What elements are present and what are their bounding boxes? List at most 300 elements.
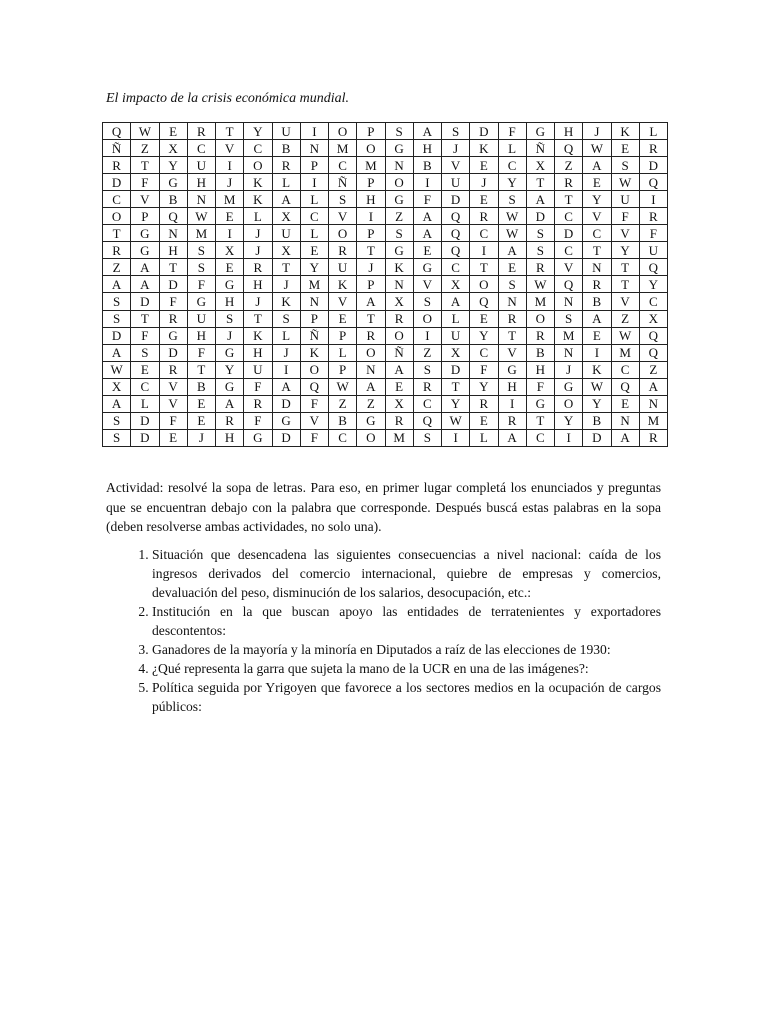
grid-cell: O [329,123,357,140]
grid-cell: E [611,395,639,412]
grid-cell: C [639,293,667,310]
grid-cell: T [131,310,159,327]
grid-cell: R [470,395,498,412]
grid-cell: B [526,344,554,361]
grid-cell: Y [498,174,526,191]
grid-row [103,174,668,191]
grid-cell: S [611,157,639,174]
grid-row [103,327,668,344]
grid-cell: K [300,344,328,361]
grid-cell: R [103,242,131,259]
grid-cell: L [300,225,328,242]
grid-cell: D [159,344,187,361]
grid-cell: T [470,259,498,276]
grid-cell: C [329,157,357,174]
grid-cell: T [583,242,611,259]
grid-cell: J [216,174,244,191]
grid-cell: Y [216,361,244,378]
grid-cell: R [470,208,498,225]
grid-cell: H [216,293,244,310]
grid-cell: V [611,225,639,242]
grid-cell: P [357,174,385,191]
grid-cell: W [498,225,526,242]
grid-cell: G [159,327,187,344]
grid-cell: A [131,259,159,276]
grid-cell: Q [300,378,328,395]
grid-cell: A [357,378,385,395]
grid-cell: D [639,157,667,174]
grid-cell: V [159,395,187,412]
grid-cell: O [103,208,131,225]
grid-cell: N [385,157,413,174]
grid-cell: D [555,225,583,242]
grid-cell: H [498,378,526,395]
grid-cell: J [583,123,611,140]
grid-cell: R [187,123,215,140]
grid-cell: U [442,327,470,344]
grid-cell: Z [103,259,131,276]
grid-cell: Y [555,412,583,429]
grid-cell: T [555,191,583,208]
grid-cell: T [159,259,187,276]
grid-cell: G [216,344,244,361]
grid-cell: X [442,344,470,361]
grid-cell: U [272,123,300,140]
grid-cell: W [526,276,554,293]
grid-cell: J [244,225,272,242]
grid-cell: S [413,293,441,310]
grid-cell: Q [639,174,667,191]
grid-cell: S [216,310,244,327]
grid-cell: J [442,140,470,157]
grid-cell: C [583,225,611,242]
grid-cell: C [413,395,441,412]
grid-cell: T [272,259,300,276]
grid-cell: N [555,293,583,310]
grid-cell: Y [611,242,639,259]
grid-cell: U [639,242,667,259]
grid-cell: S [131,344,159,361]
grid-cell: H [357,191,385,208]
grid-cell: Z [357,395,385,412]
grid-cell: G [244,429,272,446]
grid-cell: S [498,191,526,208]
grid-cell: X [385,395,413,412]
grid-cell: F [413,191,441,208]
grid-cell: M [187,225,215,242]
grid-cell: V [300,412,328,429]
grid-row [103,378,668,395]
grid-row [103,225,668,242]
grid-cell: A [272,378,300,395]
grid-cell: D [442,191,470,208]
grid-cell: G [216,276,244,293]
grid-cell: W [583,140,611,157]
grid-cell: P [357,123,385,140]
grid-cell: G [131,242,159,259]
grid-cell: W [611,327,639,344]
grid-cell: R [244,259,272,276]
grid-cell: O [385,327,413,344]
grid-cell: P [329,327,357,344]
grid-cell: T [357,310,385,327]
grid-cell: N [385,276,413,293]
grid-cell: L [442,310,470,327]
grid-cell: W [329,378,357,395]
grid-cell: L [300,191,328,208]
grid-cell: Y [244,123,272,140]
grid-cell: Z [329,395,357,412]
grid-row [103,191,668,208]
grid-cell: G [272,412,300,429]
grid-cell: Q [555,140,583,157]
grid-cell: F [131,327,159,344]
grid-cell: W [442,412,470,429]
grid-cell: H [244,276,272,293]
grid-cell: P [300,157,328,174]
grid-cell: Q [103,123,131,140]
grid-cell: O [555,395,583,412]
grid-cell: W [187,208,215,225]
grid-cell: V [442,157,470,174]
grid-cell: O [300,361,328,378]
grid-cell: C [470,225,498,242]
grid-cell: Y [639,276,667,293]
grid-cell: N [498,293,526,310]
grid-cell: X [103,378,131,395]
grid-row [103,429,668,446]
grid-row [103,412,668,429]
grid-cell: L [272,327,300,344]
grid-cell: X [385,293,413,310]
grid-cell: M [526,293,554,310]
grid-cell: F [187,344,215,361]
grid-cell: N [187,191,215,208]
grid-cell: M [555,327,583,344]
grid-cell: S [103,412,131,429]
grid-cell: G [526,395,554,412]
grid-cell: E [470,310,498,327]
grid-cell: S [272,310,300,327]
grid-cell: N [611,412,639,429]
grid-cell: I [470,242,498,259]
grid-cell: V [413,276,441,293]
grid-cell: W [611,174,639,191]
grid-cell: G [159,174,187,191]
grid-cell: E [216,208,244,225]
grid-cell: I [639,191,667,208]
grid-cell: V [498,344,526,361]
grid-row [103,344,668,361]
grid-cell: Q [442,208,470,225]
grid-cell: O [385,174,413,191]
grid-cell: O [244,157,272,174]
grid-cell: D [526,208,554,225]
grid-cell: J [357,259,385,276]
grid-cell: B [329,412,357,429]
grid-cell: A [357,293,385,310]
grid-cell: R [639,208,667,225]
grid-cell: E [187,412,215,429]
grid-cell: L [329,344,357,361]
grid-cell: S [498,276,526,293]
grid-cell: I [272,361,300,378]
grid-cell: V [555,259,583,276]
grid-cell: C [611,361,639,378]
grid-cell: S [103,293,131,310]
grid-cell: C [300,208,328,225]
grid-cell: D [583,429,611,446]
grid-cell: C [131,378,159,395]
grid-cell: X [639,310,667,327]
grid-cell: S [526,242,554,259]
grid-cell: D [103,327,131,344]
grid-cell: Q [555,276,583,293]
grid-cell: H [555,123,583,140]
grid-cell: Z [611,310,639,327]
grid-cell: U [187,157,215,174]
question-item: 2. Institución en la que buscan apoyo las entidades de terratenientes y exportadores descontentos: [152,602,661,640]
grid-row [103,395,668,412]
question-item: 3. Ganadores de la mayoría y la minoría en Diputados a raíz de las elecciones de 1930: [152,640,661,659]
grid-cell: K [385,259,413,276]
grid-cell: O [470,276,498,293]
grid-cell: D [470,123,498,140]
grid-cell: M [216,191,244,208]
question-item: 5. Política seguida por Yrigoyen que favorece a los sectores medios en la ocupación de cargos públicos: [152,678,661,716]
grid-cell: N [300,293,328,310]
grid-cell: U [272,225,300,242]
grid-cell: K [470,140,498,157]
grid-cell: B [272,140,300,157]
grid-cell: A [583,310,611,327]
grid-cell: S [329,191,357,208]
grid-cell: G [555,378,583,395]
grid-cell: A [103,344,131,361]
grid-cell: M [357,157,385,174]
grid-cell: L [470,429,498,446]
grid-cell: J [272,344,300,361]
grid-cell: A [385,361,413,378]
grid-cell: F [159,412,187,429]
grid-cell: P [131,208,159,225]
grid-cell: R [329,242,357,259]
grid-cell: X [159,140,187,157]
grid-cell: C [103,191,131,208]
grid-row [103,361,668,378]
grid-cell: L [131,395,159,412]
grid-cell: I [300,123,328,140]
grid-cell: K [329,276,357,293]
grid-cell: E [413,242,441,259]
grid-cell: O [329,225,357,242]
grid-cell: D [131,293,159,310]
grid-cell: Q [611,378,639,395]
grid-cell: S [555,310,583,327]
grid-cell: D [131,429,159,446]
grid-cell: M [300,276,328,293]
grid-cell: A [131,276,159,293]
grid-cell: S [103,429,131,446]
question-item: 1. Situación que desencadena las siguientes consecuencias a nivel nacional: caída de los ingresos derivados del comercio internacional, quiebre de empresas y comercios, devaluación del peso, disminución de los salarios, desocupación, etc.: [152,545,661,602]
grid-cell: E [385,378,413,395]
grid-cell: C [442,259,470,276]
grid-cell: I [555,429,583,446]
grid-cell: I [216,225,244,242]
grid-cell: Ñ [526,140,554,157]
grid-cell: W [498,208,526,225]
grid-cell: R [103,157,131,174]
grid-cell: K [272,293,300,310]
grid-cell: D [442,361,470,378]
grid-cell: E [498,259,526,276]
grid-cell: H [216,429,244,446]
grid-cell: S [187,242,215,259]
grid-cell: H [187,327,215,344]
grid-cell: O [357,429,385,446]
grid-cell: A [526,191,554,208]
grid-cell: Q [639,344,667,361]
grid-cell: F [131,174,159,191]
grid-cell: C [555,242,583,259]
grid-cell: G [187,293,215,310]
grid-cell: A [103,276,131,293]
grid-cell: T [526,412,554,429]
activity-instructions: Actividad: resolvé la sopa de letras. Para eso, en primer lugar completá los enunciados y preguntas que se encuentran debajo con la palabra que corresponde. Después buscá estas palabras en la sopa (deben resolverse ambas actividades, no solo una). [106,480,661,534]
question-list [106,545,661,716]
grid-cell: O [357,344,385,361]
grid-cell: X [272,208,300,225]
grid-cell: Y [470,378,498,395]
grid-cell: L [244,208,272,225]
grid-cell: I [357,208,385,225]
grid-cell: Y [470,327,498,344]
grid-cell: N [583,259,611,276]
grid-cell: D [103,174,131,191]
grid-cell: T [498,327,526,344]
grid-cell: G [385,140,413,157]
grid-cell: O [357,140,385,157]
grid-cell: V [159,378,187,395]
grid-cell: X [526,157,554,174]
grid-cell: C [187,140,215,157]
grid-row [103,208,668,225]
grid-cell: D [131,412,159,429]
grid-cell: A [498,429,526,446]
grid-cell: R [526,327,554,344]
grid-cell: H [159,242,187,259]
grid-cell: F [611,208,639,225]
grid-cell: Z [131,140,159,157]
grid-cell: V [329,293,357,310]
grid-cell: G [385,242,413,259]
grid-cell: P [357,276,385,293]
question-item: 4. ¿Qué representa la garra que sujeta la mano de la UCR en una de las imágenes?: [152,659,661,678]
grid-cell: J [187,429,215,446]
grid-cell: K [244,327,272,344]
grid-cell: A [583,157,611,174]
grid-cell: C [526,429,554,446]
grid-cell: H [244,344,272,361]
grid-cell: J [216,327,244,344]
grid-cell: F [300,395,328,412]
grid-cell: F [639,225,667,242]
grid-cell: T [103,225,131,242]
grid-cell: C [555,208,583,225]
grid-cell: A [442,293,470,310]
grid-cell: U [611,191,639,208]
grid-cell: Ñ [329,174,357,191]
grid-row [103,140,668,157]
grid-cell: G [526,123,554,140]
grid-cell: X [216,242,244,259]
grid-cell: V [216,140,244,157]
grid-cell: G [413,259,441,276]
grid-cell: Ñ [103,140,131,157]
grid-cell: E [583,327,611,344]
grid-cell: E [159,123,187,140]
grid-cell: I [300,174,328,191]
grid-row [103,123,668,140]
grid-cell: Z [639,361,667,378]
grid-row [103,242,668,259]
grid-cell: R [357,327,385,344]
grid-cell: C [329,429,357,446]
grid-cell: K [611,123,639,140]
grid-cell: M [329,140,357,157]
grid-cell: K [244,174,272,191]
grid-cell: N [639,395,667,412]
grid-cell: E [329,310,357,327]
grid-cell: W [103,361,131,378]
grid-cell: R [159,361,187,378]
grid-cell: B [187,378,215,395]
grid-cell: B [159,191,187,208]
grid-cell: I [583,344,611,361]
grid-cell: F [526,378,554,395]
grid-cell: S [385,225,413,242]
grid-row [103,276,668,293]
grid-cell: Y [583,191,611,208]
grid-cell: S [413,429,441,446]
grid-cell: E [470,191,498,208]
grid-cell: F [498,123,526,140]
grid-cell: R [498,412,526,429]
grid-row [103,293,668,310]
grid-cell: M [385,429,413,446]
grid-cell: A [639,378,667,395]
grid-cell: D [272,395,300,412]
grid-cell: S [526,225,554,242]
grid-cell: T [187,361,215,378]
grid-cell: J [272,276,300,293]
grid-cell: R [583,276,611,293]
grid-cell: A [413,123,441,140]
grid-cell: A [272,191,300,208]
grid-cell: S [187,259,215,276]
grid-cell: E [159,429,187,446]
grid-cell: R [639,140,667,157]
grid-cell: E [131,361,159,378]
grid-cell: E [611,140,639,157]
grid-cell: Y [159,157,187,174]
grid-cell: Z [555,157,583,174]
grid-cell: R [639,429,667,446]
grid-cell: F [244,412,272,429]
grid-cell: D [272,429,300,446]
grid-cell: Q [639,327,667,344]
grid-cell: I [413,174,441,191]
